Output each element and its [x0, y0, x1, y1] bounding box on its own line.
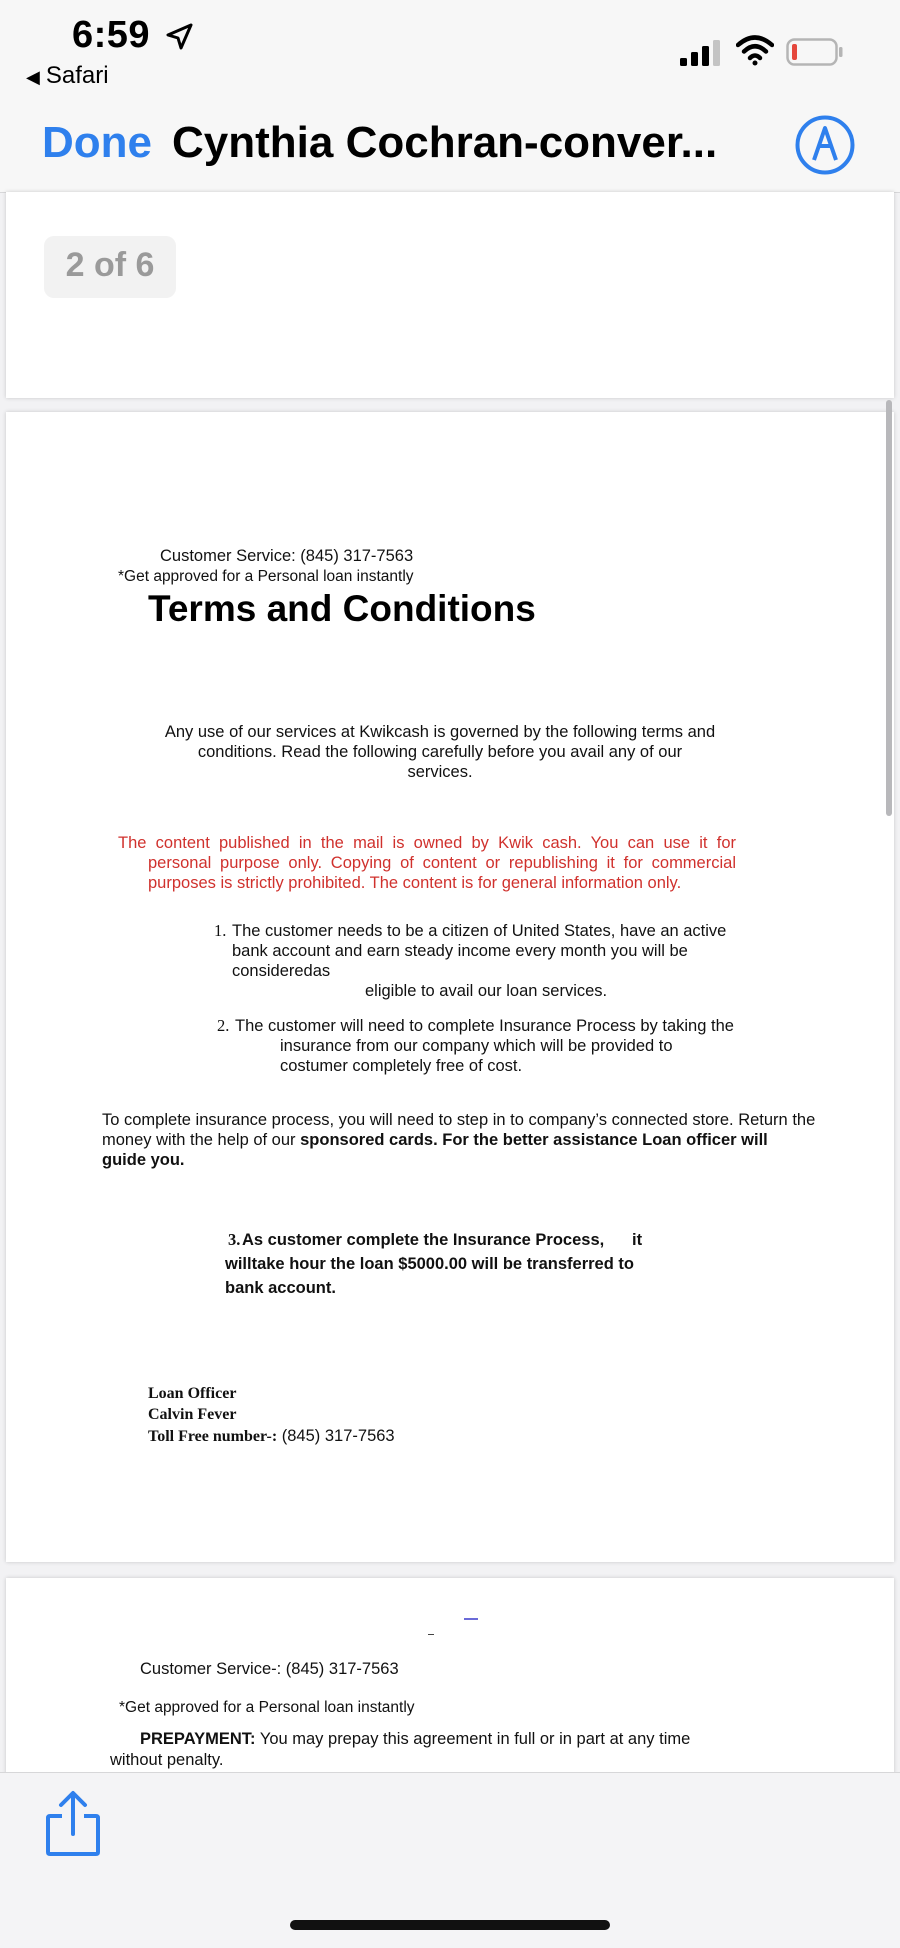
notice-line-2: personal purpose only. Copying of content or republishing it for commercial [148, 854, 736, 872]
customer-service-line: Customer Service: (845) 317-7563 [160, 547, 414, 565]
location-arrow-icon [164, 22, 194, 52]
document-title: Cynthia Cochran-conver... [172, 118, 718, 167]
prepayment-line-2: without penalty. [110, 1751, 224, 1769]
insurance-paragraph-line-2-bold: sponsored cards. For the better assistance Loan officer will [300, 1131, 768, 1149]
stray-mark [464, 1618, 478, 1620]
item-3-line-1-end: it [632, 1231, 643, 1249]
item-1-line-1: The customer needs to be a citizen of United States, have an active [232, 922, 727, 940]
status-bar [0, 0, 900, 100]
home-indicator[interactable] [290, 1920, 610, 1930]
back-to-app-link[interactable] [26, 62, 109, 90]
approval-line: *Get approved for a Personal loan instantly [118, 568, 414, 585]
item-1-line-2: bank account and earn steady income every month you will be [232, 942, 688, 960]
stray-dash [428, 1634, 434, 1635]
navigation-bar [0, 100, 900, 193]
back-app-label: Safari [45, 62, 109, 89]
intro-line-2: conditions. Read the following carefully before you avail any of our [197, 743, 683, 761]
prepayment-label: PREPAYMENT: [140, 1730, 256, 1748]
intro-line-1: Any use of our services at Kwikcash is governed by the following terms and [164, 723, 716, 741]
status-time: 6:59 [72, 14, 151, 56]
page-indicator-label: 2 of 6 [65, 246, 155, 284]
wifi-icon [736, 34, 774, 66]
toll-free-number: (845) 317-7563 [281, 1427, 395, 1445]
signature-role: Loan Officer [148, 1385, 237, 1402]
item-3-line-2: willtake hour the loan $5000.00 will be transferred to [225, 1255, 634, 1273]
battery-icon [786, 38, 844, 66]
intro-line-3: services. [407, 763, 473, 781]
toll-free-label: Toll Free number-: [148, 1428, 278, 1445]
item-2-line-3: costumer completely free of cost. [280, 1057, 523, 1075]
item-1-line-3: consideredas [232, 962, 331, 980]
share-icon[interactable] [44, 1790, 102, 1858]
signal-icon [680, 40, 724, 66]
notice-line-3: purposes is strictly prohibited. The content is for general information only. [148, 874, 682, 892]
item-2-line-2: insurance from our company which will be provided to [280, 1037, 673, 1055]
item-3-line-3: bank account. [225, 1279, 336, 1297]
next-page-approval-line: *Get approved for a Personal loan instantly [119, 1699, 415, 1716]
signature-toll-free [148, 1426, 395, 1447]
item-2-number: 2. [217, 1016, 230, 1035]
insurance-paragraph-line-2-plain: money with the help of our [102, 1131, 301, 1149]
markup-icon[interactable] [794, 114, 856, 176]
terms-heading: Terms and Conditions [148, 588, 536, 629]
notice-line-1: The content published in the mail is owned by Kwik cash. You can use it for [118, 834, 736, 852]
item-2-line-1: The customer will need to complete Insurance Process by taking the [235, 1017, 734, 1035]
item-3-number: 3. [228, 1230, 241, 1249]
item-1-number: 1. [214, 921, 227, 940]
insurance-paragraph-line-2 [102, 1130, 768, 1150]
page-indicator [44, 236, 176, 298]
insurance-paragraph-line-3: guide you. [102, 1151, 185, 1169]
done-button[interactable]: Done [42, 118, 152, 167]
item-1-line-4: eligible to avail our loan services. [365, 982, 608, 1000]
prepayment-text: You may prepay this agreement in full or in part at any time [259, 1730, 691, 1748]
signature-name: Calvin Fever [148, 1406, 237, 1423]
prepayment-line [140, 1729, 690, 1749]
back-triangle-icon: ◀ [26, 67, 40, 87]
insurance-paragraph-line-1: To complete insurance process, you will need to step in to company’s connected store. Return the [102, 1111, 816, 1129]
item-3-line-1: As customer complete the Insurance Process, [242, 1231, 605, 1249]
scrollbar-thumb[interactable] [886, 400, 892, 816]
next-page-service-line: Customer Service-: (845) 317-7563 [140, 1660, 399, 1678]
